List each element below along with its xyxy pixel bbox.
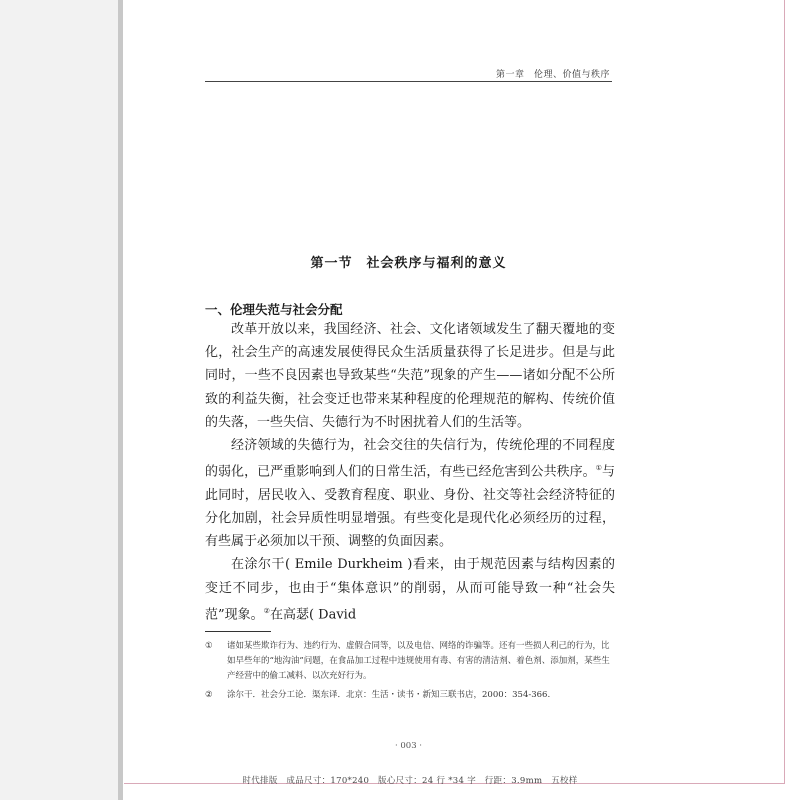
footnote-ref-1[interactable]: ① bbox=[595, 464, 602, 473]
footnote-2-mark: ② bbox=[205, 690, 213, 700]
running-header-chapter-title: 第一章 伦理、价值与秩序 bbox=[495, 70, 610, 80]
section-title: 第一节 社会秩序与福利的意义 bbox=[310, 256, 507, 271]
footnotes bbox=[205, 639, 617, 707]
page-number: · 003 · bbox=[394, 741, 423, 751]
page-left-margin-band bbox=[0, 0, 118, 800]
typesetting-footer-info: 时代排版 成品尺寸：170*240 版心尺寸：24 行 *34 字 行距：3.9mm 五校样 bbox=[242, 776, 578, 786]
paragraph-2-text-a: 经济领域的失德行为，社会交往的失信行为，传统伦理的不同程度的弱化，已严重影响到人们的日常生活，有些已经危害到公共秩序。 bbox=[205, 438, 615, 480]
footnote-1-text: 诸如某些欺诈行为、违约行为、虚假合同等，以及电信、网络的诈骗等。还有一些损人利己的行为，比如早些年的“地沟油”问题，在食品加工过程中违规使用有毒、有害的清洁剂、着色剂、添加剂，某些生产经营中的偷工减料、以次充好行为。 bbox=[227, 641, 610, 681]
paragraph-3 bbox=[205, 553, 615, 626]
subsection-heading: 一、伦理失范与社会分配 bbox=[205, 302, 343, 317]
footnote-1 bbox=[205, 639, 617, 684]
paragraph-3-text-a: 在涂尔干( Emile Durkheim )看来，由于规范因素与结构因素的变迁不同步，也由于“集体意识”的削弱，从而可能导致一种“社会失范”现象。 bbox=[205, 557, 615, 623]
footnote-separator-rule bbox=[205, 631, 271, 632]
page-spine-edge bbox=[118, 0, 123, 800]
footnote-2-text: 涂尔干．社会分工论．渠东译．北京：生活・读书・新知三联书店，2000：354-366. bbox=[227, 690, 551, 700]
footnote-1-mark: ① bbox=[205, 641, 213, 651]
paragraph-2 bbox=[205, 434, 615, 553]
paragraph-2-text-b: 与此同时，居民收入、受教育程度、职业、身份、社交等社会经济特征的分化加剧，社会异质性明显增强。有些变化是现代化必须经历的过程，有些属于必须加以干预、调整的负面因素。 bbox=[205, 464, 615, 550]
paragraph-1: 改革开放以来，我国经济、社会、文化诸领域发生了翻天覆地的变化，社会生产的高速发展使得民众生活质量获得了长足进步。但是与此同时，一些不良因素也导致某些“失范”现象的产生——诸如分配不公所致的利益失衡，社会变迁也带来某种程度的伦理规范的解构、传统价值的失落，一些失信、失德行为不时困扰着人们的生活等。 bbox=[205, 322, 615, 430]
header-rule bbox=[205, 81, 612, 82]
paragraph-3-text-b: 在高瑟( David bbox=[269, 607, 357, 623]
body-text bbox=[205, 318, 615, 626]
footnote-2 bbox=[205, 688, 617, 703]
footnote-ref-2[interactable]: ② bbox=[263, 606, 270, 615]
